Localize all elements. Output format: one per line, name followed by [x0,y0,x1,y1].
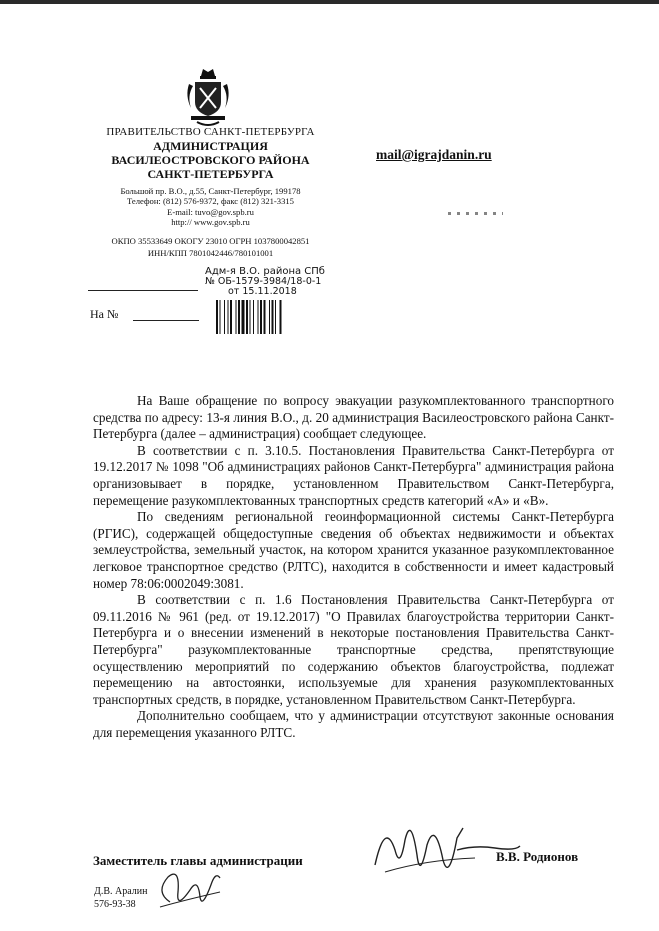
administration-name [88,140,333,181]
barcode-bar [280,300,282,334]
barcode-bar [258,300,259,334]
barcode-bar [242,300,245,334]
stamp-number: № ОБ-1579-3984/18-0-1 [205,276,322,287]
signatory-title: Заместитель главы администрации [93,853,303,868]
codes-line: ОКПО 35533649 ОКОГУ 23010 ОГРН 1037800042851 [111,236,310,246]
barcode-bar [272,300,274,334]
administration-line: АДМИНИСТРАЦИЯ [153,139,268,153]
body-paragraph: В соответствии с п. 1.6 Постановления Правительства Санкт-Петербурга от 09.11.2016 № 961 (ред. от 19.12.2017) "О Правилах благоустройства территории Санкт-Петербурга и о внесении изменений в некоторые постановления Правительства Санкт-Петербурга" разукомплектованные транспортные средства, препятствующие осуществлению мероприятий по содержанию объектов благоустройства, подлежат перемещению на автостоянки, используемые для хранения разукомплектованных транспортных средств, в порядке, установленном Правительством Санкт-Петербурга. [93,592,614,707]
administration-line: САНКТ-ПЕТЕРБУРГА [147,166,274,181]
barcode-bar [264,300,266,334]
email-line: E-mail: tuvo@gov.spb.ru [167,206,254,217]
codes-line: ИНН/КПП 7801042446/780101001 [147,247,274,258]
body-paragraph: Дополнительно сообщаем, что у администрации отсутствуют законные основания для перемещения указанного РЛТС. [93,708,614,740]
outgoing-number-line [88,290,198,291]
executor-signature [150,862,230,917]
administration-line: ВАСИЛЕОСТРОВСКОГО РАЙОНА [111,152,310,167]
government-name: ПРАВИТЕЛЬСТВО САНКТ-ПЕТЕРБУРГА [106,126,315,138]
reference-label: На № [90,307,119,321]
letter-body [93,393,614,741]
body-paragraph: На Ваше обращение по вопросу эвакуации разукомплектованного транспортного средства по адресу: 13-я линия В.О., д. 20 администрация Василеостровского района Санкт-Петербурга (далее – администрация) сообщает следующее. [93,393,614,442]
stamp-office: Адм-я В.О. района СПб [205,266,325,277]
phone-line: Телефон: (812) 576-9372, факс (812) 321-3315 [127,196,294,207]
barcode-bar [253,300,254,334]
barcode-bar [275,300,276,334]
barcode-bar [224,300,225,334]
barcode-bar [228,300,229,334]
recipient-email[interactable]: mail@igrajdanin.ru [376,147,492,162]
registration-stamp [203,266,325,298]
executor-phone: 576-93-38 [94,898,136,910]
barcode-bar [220,300,221,334]
stamp-date: от 15.11.2018 [228,286,297,298]
barcode-bar [260,300,262,334]
address-line: Большой пр. В.О., д.55, Санкт-Петербург, 199178 [120,186,301,196]
barcode-bar [269,300,270,334]
scan-smudge [448,212,503,215]
barcode [216,300,298,334]
website-line: http:// www.gov.spb.ru [171,216,250,227]
executor-name: Д.В. Аралин [94,886,148,897]
registration-codes [88,236,333,259]
body-paragraph: В соответствии с п. 3.10.5. Постановления Правительства Санкт-Петербурга от 19.12.2017 № 1098 "Об администрациях районов Санкт-Петербурга" администрация района организовывает в порядке, установленном Правительством Санкт-Петербурга, перемещение разукомплектованных транспортных средств категорий «А» и «В». [93,442,614,508]
barcode-bar [216,300,218,334]
scan-top-edge [0,0,659,4]
barcode-bar [230,300,232,334]
barcode-bar [250,300,251,334]
signatory-name: В.В. Родионов [496,849,579,864]
barcode-bar [246,300,248,334]
barcode-bar [238,300,240,334]
administration-address [88,186,333,227]
reference-number-line [133,320,199,321]
coat-of-arms-icon [183,66,233,130]
executor-info [94,886,147,911]
body-paragraph: По сведениям региональной геоинформационной системы Санкт-Петербурга (РГИС), содержащей общедоступные сведения об объектах недвижимости и объектах землеустройства, земельный участок, на котором хранится указанное разукомплектованное легковое транспортное средство (РЛТС), находится в собственности и имеет кадастровый номер 78:06:0002049:3081. [93,509,614,591]
barcode-bar [236,300,237,334]
